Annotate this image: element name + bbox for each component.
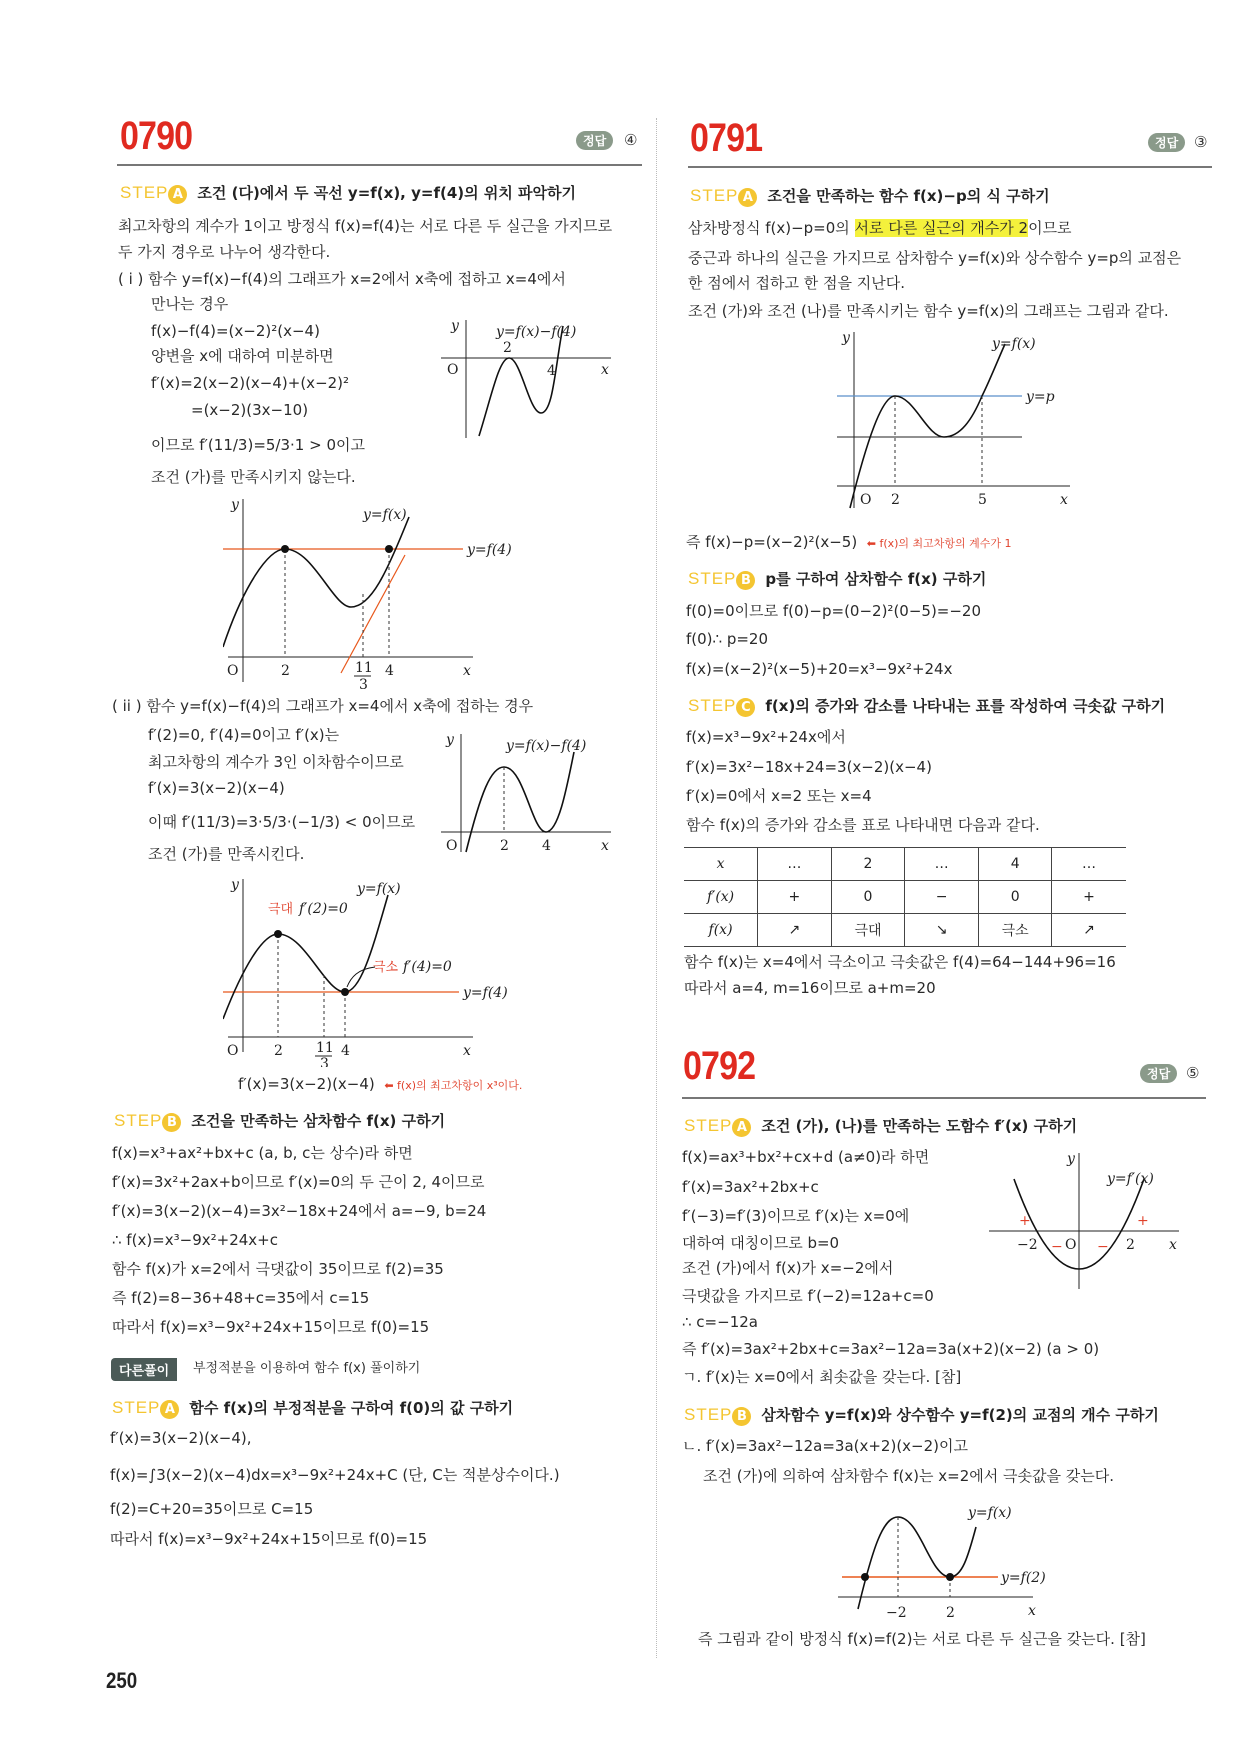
- math-line: ∴ f(x)=x³−9x²+24x+c: [112, 1231, 278, 1249]
- step-tag: STEP: [120, 183, 169, 202]
- math-line: f(x)=ax³+bx²+cx+d (a≠0)라 하면: [682, 1148, 930, 1166]
- step-title: 삼차함수 y=f(x)와 상수함수 y=f(2)의 교점의 개수 구하기: [761, 1406, 1159, 1424]
- step-heading: [684, 1404, 1159, 1426]
- graph-case2-difference: [436, 732, 616, 854]
- tick-label: −2: [886, 1605, 907, 1621]
- step-tag: STEP: [114, 1111, 163, 1130]
- math-line: f′(x)=0에서 x=2 또는 x=4: [686, 787, 872, 805]
- axis-label-y: y: [446, 732, 454, 748]
- math-line: f(0)=0이므로 f(0)−p=(0−2)²(0−5)=−20: [686, 602, 982, 620]
- min-label: 극소: [373, 960, 399, 975]
- alternative-solution-title: 부정적분을 이용하여 함수 f(x) 풀이하기: [193, 1361, 421, 1376]
- math-line: 극댓값을 가지므로 f′(−2)=12a+c=0: [682, 1287, 934, 1305]
- math-line: [686, 531, 1012, 555]
- math-line: f′(x)=3x²+2ax+b이므로 f′(x)=0의 두 근이 2, 4이므로: [112, 1173, 485, 1191]
- math-line: 대하여 대칭이므로 b=0: [682, 1234, 840, 1252]
- text-line: 조건 (가)에 의하여 삼차함수 f(x)는 x=2에서 극솟값을 갖는다.: [703, 1467, 1114, 1485]
- axis-label-x: x: [1060, 492, 1068, 508]
- conclusion-math: 즉 f(x)−p=(x−2)²(x−5): [686, 533, 858, 551]
- curve-label: y=f(x): [992, 336, 1036, 352]
- step-title: 조건을 만족하는 삼차함수 f(x) 구하기: [191, 1112, 446, 1130]
- sign-minus: −: [1097, 1239, 1109, 1255]
- math-line: f(x)=∫3(x−2)(x−4)dx=x³−9x²+24x+C (단, C는 적분상수이다.): [110, 1466, 560, 1484]
- graph-0792-fx: [838, 1497, 1068, 1622]
- tick-label: 11: [355, 660, 373, 676]
- highlighted-text: 서로 다른 실근의 개수가 2: [854, 219, 1029, 237]
- step-heading: [688, 695, 1165, 717]
- caption-math: f′(x)=3(x−2)(x−4): [238, 1075, 375, 1093]
- axis-label-x: x: [463, 1043, 471, 1059]
- point-max: [274, 930, 282, 938]
- answer-badge: 정답: [1148, 133, 1185, 152]
- max-equation: f′(2)=0: [299, 901, 348, 917]
- math-line: f′(x)=3ax²+2bx+c: [682, 1178, 819, 1196]
- math-line: 함수 f(x)는 x=4에서 극소이고 극솟값은 f(4)=64−144+96=16: [684, 953, 1116, 971]
- text-line: 한 점에서 접하고 한 점을 지난다.: [688, 274, 905, 292]
- curve-label: y=f(x): [357, 881, 401, 897]
- step-heading: [114, 1110, 445, 1132]
- text-line: 양변을 x에 대하여 미분하면: [151, 347, 334, 365]
- origin-label: O: [447, 362, 459, 378]
- caption: [238, 1073, 522, 1097]
- answer-value: ④: [624, 131, 638, 149]
- text-line: 두 가지 경우로 나누어 생각한다.: [118, 243, 331, 261]
- intersection-point: [946, 1573, 954, 1581]
- origin-label: O: [860, 492, 872, 508]
- min-equation: f′(4)=0: [403, 959, 452, 975]
- axis-label-y: y: [231, 877, 239, 893]
- origin-label: O: [227, 1043, 239, 1059]
- math-line: f(2)=C+20=35이므로 C=15: [110, 1500, 314, 1518]
- conclusion-note: ⬅ f(x)의 최고차항의 계수가 1: [866, 537, 1012, 550]
- line-label: y=f(2): [1001, 1570, 1046, 1586]
- step-tag: STEP: [684, 1405, 733, 1424]
- math-line: 조건 (가)에서 f(x)가 x=−2에서: [682, 1259, 894, 1277]
- step-title: 조건 (가), (나)를 만족하는 도함수 f′(x) 구하기: [761, 1117, 1078, 1135]
- curve-label: y=f(x): [363, 507, 407, 523]
- text-line: 중근과 하나의 실근을 가지므로 삼차함수 y=f(x)와 상수함수 y=p의 교점은: [688, 249, 1182, 267]
- curve-label: y=f(x): [968, 1505, 1012, 1521]
- graph-case1-difference: [441, 318, 621, 443]
- math-line: f′(x)=3(x−2)(x−4),: [110, 1429, 252, 1447]
- math-line: 이므로 f′(11/3)=5/3·1 > 0이고: [151, 436, 365, 454]
- graph-0791-fx: [832, 330, 1077, 512]
- answer-badge: 정답: [576, 131, 613, 150]
- tick-label: 2: [946, 1605, 955, 1621]
- line-label: y=p: [1026, 389, 1055, 405]
- tick-label: 2: [281, 663, 290, 679]
- curve: [466, 752, 574, 852]
- graph-case1-fx: [223, 497, 523, 692]
- text-line: 조건 (가)와 조건 (나)를 만족시키는 함수 y=f(x)의 그래프는 그림과 같다.: [688, 302, 1169, 320]
- table-cell: 0: [978, 881, 1052, 914]
- table-cell: …: [905, 848, 979, 881]
- axis-label-y: y: [231, 497, 239, 513]
- text-line: 조건 (가)를 만족시키지 않는다.: [151, 468, 356, 486]
- text-line: 함수 f(x)의 증가와 감소를 표로 나타내면 다음과 같다.: [686, 816, 1040, 834]
- axis-label-x: x: [463, 663, 471, 679]
- table-cell: f(x): [684, 914, 758, 947]
- step-title: p를 구하여 삼차함수 f(x) 구하기: [765, 570, 987, 588]
- tick-label: 3: [359, 677, 368, 692]
- step-title: 조건을 만족하는 함수 f(x)−p의 식 구하기: [767, 187, 1050, 205]
- step-title: f(x)의 증가와 감소를 나타내는 표를 작성하여 극솟값 구하기: [765, 697, 1166, 715]
- text-line: 조건 (가)를 만족시킨다.: [148, 845, 305, 863]
- axis-label-y: y: [1067, 1151, 1075, 1167]
- curve-label: y=f′(x): [1107, 1171, 1154, 1187]
- math-line: f(x)=x³−9x²+24x에서: [686, 728, 846, 746]
- tick-label: 2: [503, 340, 512, 356]
- tick-label: 4: [385, 663, 394, 679]
- step-letter: A: [732, 1118, 751, 1137]
- math-line: f′(x)=3(x−2)(x−4): [148, 779, 285, 797]
- table-cell: f′(x): [684, 881, 758, 914]
- header-rule: [117, 164, 642, 166]
- math-line: f(x)=x³+ax²+bx+c (a, b, c는 상수)라 하면: [112, 1144, 413, 1162]
- point-x4: [385, 545, 393, 553]
- table-cell: ↘: [905, 914, 979, 947]
- tick-label: 2: [891, 492, 900, 508]
- math-line: 즉 f′(x)=3ax²+2bx+c=3ax²−12a=3a(x+2)(x−2) (a > 0): [682, 1340, 1100, 1358]
- answer-value: ⑤: [1186, 1064, 1200, 1082]
- step-heading: [684, 1115, 1077, 1137]
- caption-note: ⬅ f(x)의 최고차항이 x³이다.: [384, 1079, 523, 1092]
- table-cell: 2: [831, 848, 905, 881]
- axis-label-y: y: [451, 318, 459, 334]
- curve-label: y=f(x)−f(4): [496, 324, 577, 340]
- step-letter: B: [732, 1407, 751, 1426]
- answer-badge: 정답: [1140, 1064, 1177, 1083]
- curve: [858, 1517, 976, 1609]
- step-tag: STEP: [684, 1116, 733, 1135]
- step-title: 함수 f(x)의 부정적분을 구하여 f(0)의 값 구하기: [189, 1399, 514, 1417]
- answer-value: ③: [1194, 133, 1208, 151]
- step-heading: [688, 568, 986, 590]
- math-line: ㄴ. f′(x)=3ax²−12a=3a(x+2)(x−2)이고: [682, 1437, 969, 1455]
- increase-decrease-table: [684, 847, 1126, 947]
- curve: [223, 517, 409, 647]
- axis-label-x: x: [601, 362, 609, 378]
- sign-plus: +: [1137, 1213, 1149, 1229]
- step-letter: A: [738, 188, 757, 207]
- math-line: ∴ c=−12a: [682, 1313, 758, 1331]
- math-line: 따라서 a=4, m=16이므로 a+m=20: [684, 979, 936, 997]
- problem-number-0790: 0790: [120, 114, 193, 158]
- math-line: f(x)−f(4)=(x−2)²(x−4): [151, 322, 320, 340]
- table-cell: x: [684, 848, 758, 881]
- intersection-point: [861, 1573, 869, 1581]
- table-row: [684, 881, 1126, 914]
- step-letter: B: [736, 571, 755, 590]
- table-cell: +: [1052, 881, 1126, 914]
- math-line: 이때 f′(11/3)=3·5/3·(−1/3) < 0이므로: [148, 813, 416, 831]
- text-line: 즉 그림과 같이 방정식 f(x)=f(2)는 서로 다른 두 실근을 갖는다. [참]: [698, 1630, 1146, 1648]
- step-letter: A: [168, 185, 187, 204]
- page-number: 250: [106, 1668, 138, 1693]
- tick-label: 4: [547, 363, 556, 379]
- tick-label: 5: [978, 492, 987, 508]
- step-letter: A: [160, 1400, 179, 1419]
- tick-label: 11: [316, 1040, 334, 1056]
- math-line: f′(x)=3(x−2)(x−4)=3x²−18x+24에서 a=−9, b=24: [112, 1202, 487, 1220]
- tick-label: 2: [1126, 1237, 1135, 1253]
- graph-case2-fx: [223, 877, 533, 1067]
- table-row: [684, 848, 1126, 881]
- text-segment: 이므로: [1028, 219, 1072, 237]
- axis-label-x: x: [1169, 1237, 1177, 1253]
- math-line: f′(x)=2(x−2)(x−4)+(x−2)²: [151, 374, 350, 392]
- problem-number-0791: 0791: [690, 116, 763, 160]
- point-max: [281, 545, 289, 553]
- curve: [479, 326, 563, 436]
- table-cell: ↗: [758, 914, 832, 947]
- text-segment: 삼차방정식 f(x)−p=0의: [688, 219, 855, 237]
- line-label: y=f(4): [463, 985, 508, 1001]
- step-heading: [112, 1397, 513, 1419]
- math-line: f′(2)=0, f′(4)=0이고 f′(x)는: [148, 726, 340, 744]
- tick-label: 2: [500, 838, 509, 854]
- step-tag: STEP: [688, 569, 737, 588]
- tick-label: 4: [341, 1043, 350, 1059]
- tick-label: −2: [1017, 1237, 1038, 1253]
- step-tag: STEP: [688, 696, 737, 715]
- step-title: 조건 (다)에서 두 곡선 y=f(x), y=f(4)의 위치 파악하기: [197, 184, 577, 202]
- max-label: 극대: [268, 902, 294, 917]
- math-line: 따라서 f(x)=x³−9x²+24x+15이므로 f(0)=15: [110, 1530, 428, 1548]
- math-line: f(x)=(x−2)²(x−5)+20=x³−9x²+24x: [686, 660, 953, 678]
- tick-label: 3: [320, 1056, 329, 1067]
- text-line: 최고차항의 계수가 1이고 방정식 f(x)=f(4)는 서로 다른 두 실근을 가지므로: [118, 217, 613, 235]
- column-divider: [656, 118, 657, 1658]
- math-line: 즉 f(2)=8−36+48+c=35에서 c=15: [112, 1289, 370, 1307]
- step-heading: [120, 182, 576, 204]
- text-line: ( ii ) 함수 y=f(x)−f(4)의 그래프가 x=4에서 x축에 접하는 경우: [112, 697, 534, 715]
- point-min: [341, 988, 349, 996]
- sign-plus: +: [1019, 1213, 1031, 1229]
- tick-label: 4: [542, 838, 551, 854]
- table-cell: 극대: [831, 914, 905, 947]
- math-line: f′(−3)=f′(3)이므로 f′(x)는 x=0에: [682, 1207, 910, 1225]
- table-cell: 극소: [978, 914, 1052, 947]
- step-letter: C: [736, 698, 755, 717]
- line-label: y=f(4): [467, 542, 512, 558]
- math-line: 함수 f(x)가 x=2에서 극댓값이 35이므로 f(2)=35: [112, 1260, 444, 1278]
- step-letter: B: [162, 1113, 181, 1132]
- axis-label-x: x: [601, 838, 609, 854]
- math-line: f′(x)=3x²−18x+24=3(x−2)(x−4): [686, 758, 932, 776]
- table-cell: ↗: [1052, 914, 1126, 947]
- text-line: [688, 217, 1072, 239]
- step-tag: STEP: [690, 186, 739, 205]
- text-line: 만나는 경우: [151, 295, 229, 313]
- text-line: ( i ) 함수 y=f(x)−f(4)의 그래프가 x=2에서 x축에 접하고 x=4에서: [118, 270, 566, 288]
- tick-label: 2: [274, 1043, 283, 1059]
- origin-label: O: [227, 663, 239, 679]
- math-line: =(x−2)(3x−10): [191, 401, 309, 419]
- table-cell: …: [758, 848, 832, 881]
- header-rule: [682, 1097, 1206, 1099]
- axis-label-x: x: [1028, 1603, 1036, 1619]
- table-cell: −: [905, 881, 979, 914]
- table-cell: …: [1052, 848, 1126, 881]
- problem-number-0792: 0792: [683, 1044, 756, 1088]
- origin-label: O: [1065, 1237, 1077, 1253]
- tangent-line: [341, 555, 405, 673]
- table-cell: 0: [831, 881, 905, 914]
- math-line: f(0)∴ p=20: [686, 630, 769, 648]
- table-row: [684, 914, 1126, 947]
- sign-minus: −: [1051, 1239, 1063, 1255]
- text-line: 최고차항의 계수가 3인 이차함수이므로: [148, 753, 404, 771]
- step-tag: STEP: [112, 1398, 161, 1417]
- table-cell: +: [758, 881, 832, 914]
- math-line: ㄱ. f′(x)는 x=0에서 최솟값을 갖는다. [참]: [682, 1368, 962, 1386]
- math-line: 따라서 f(x)=x³−9x²+24x+15이므로 f(0)=15: [112, 1318, 430, 1336]
- graph-0792-fprime: [989, 1151, 1189, 1291]
- table-cell: 4: [978, 848, 1052, 881]
- header-rule: [688, 166, 1212, 168]
- origin-label: O: [446, 838, 458, 854]
- curve-label: y=f(x)−f(4): [506, 738, 587, 754]
- step-heading: [690, 185, 1050, 207]
- axis-label-y: y: [842, 330, 850, 346]
- alternative-solution-badge: 다른풀이: [111, 1358, 177, 1381]
